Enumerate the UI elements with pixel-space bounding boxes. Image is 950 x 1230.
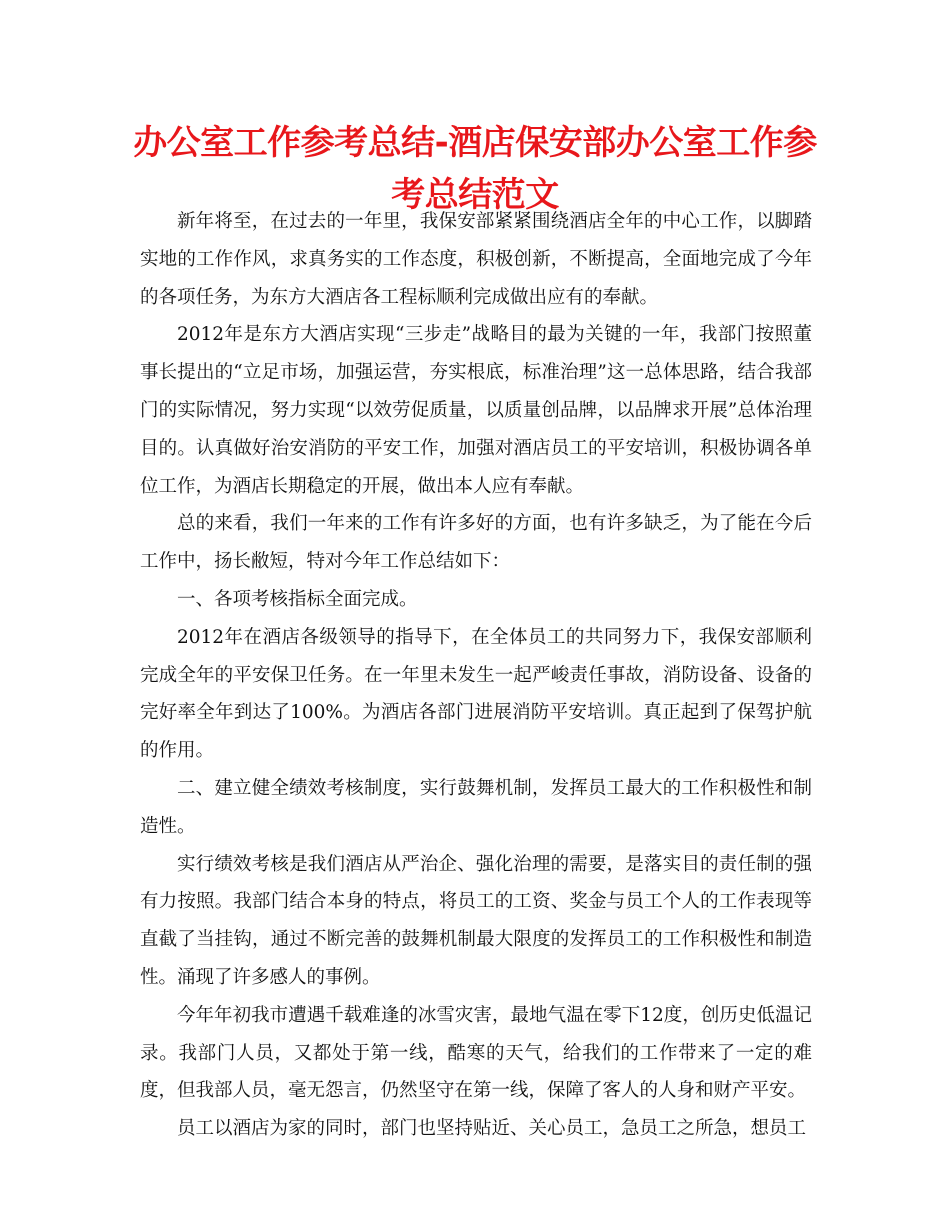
- paragraph-targets: 2012年在酒店各级领导的指导下，在全体员工的共同努力下，我保安部顺利完成全年的平安保卫任务。在一年里未发生一起严峻责任事故，消防设备、设备的完好率全年到达了100%。为酒店各部门进展消防平安培训。真正起到了保驾护航的作用。: [140, 626, 812, 762]
- section-heading-1: 一、各项考核指标全面完成。: [177, 588, 418, 610]
- document-body: [140, 203, 812, 1148]
- paragraph-intro: 新年将至，在过去的一年里，我保安部紧紧围绕酒店全年的中心工作，以脚踏实地的工作作风，求真务实的工作态度，积极创新，不断提高，全面地完成了今年的各项任务，为东方大酒店各工程标顺利完成做出应有的奉献。: [140, 211, 812, 308]
- paragraph-2012-strategy: 2012年是东方大酒店实现“三步走”战略目的最为关键的一年，我部门按照董事长提出的“立足市场，加强运营，夯实根底，标准治理”这一总体思路，结合我部门的实际情况，努力实现“以效劳促质量，以质量创品牌，以品牌求开展”总体治理目的。认真做好治安消防的平安工作，加强对酒店员工的平安培训，积极协调各单位工作，为酒店长期稳定的开展，做出本人应有奉献。: [140, 324, 812, 497]
- paragraph-summary: 总的来看，我们一年来的工作有许多好的方面，也有许多缺乏，为了能在今后工作中，扬长敝短，特对今年工作总结如下：: [140, 513, 812, 573]
- section-heading-2: 二、建立健全绩效考核制度，实行鼓舞机制，发挥员工最大的工作积极性和制造性。: [140, 777, 812, 837]
- paragraph-employees: 员工以酒店为家的同时，部门也坚持贴近、关心员工，急员工之所急，想员工: [177, 1118, 807, 1140]
- document-title: 办公室工作参考总结-酒店保安部办公室工作参考总结范文: [133, 123, 817, 215]
- paragraph-performance: 实行绩效考核是我们酒店从严治企、强化治理的需要，是落实目的责任制的强有力按照。我部门结合本身的特点，将员工的工资、奖金与员工个人的工作表现等直截了当挂钩，通过不断完善的鼓舞机制最大限度的发挥员工的工作积极性和制造性。涌现了许多感人的事例。: [140, 853, 812, 988]
- paragraph-snow-disaster: 今年年初我市遭遇千载难逢的冰雪灾害，最地气温在零下12度，创历史低温记录。我部门人员，又都处于第一线，酷寒的天气，给我们的工作带来了一定的难度，但我部人员，毫无怨言，仍然坚守在第一线，保障了客人的人身和财产平安。: [140, 1004, 812, 1102]
